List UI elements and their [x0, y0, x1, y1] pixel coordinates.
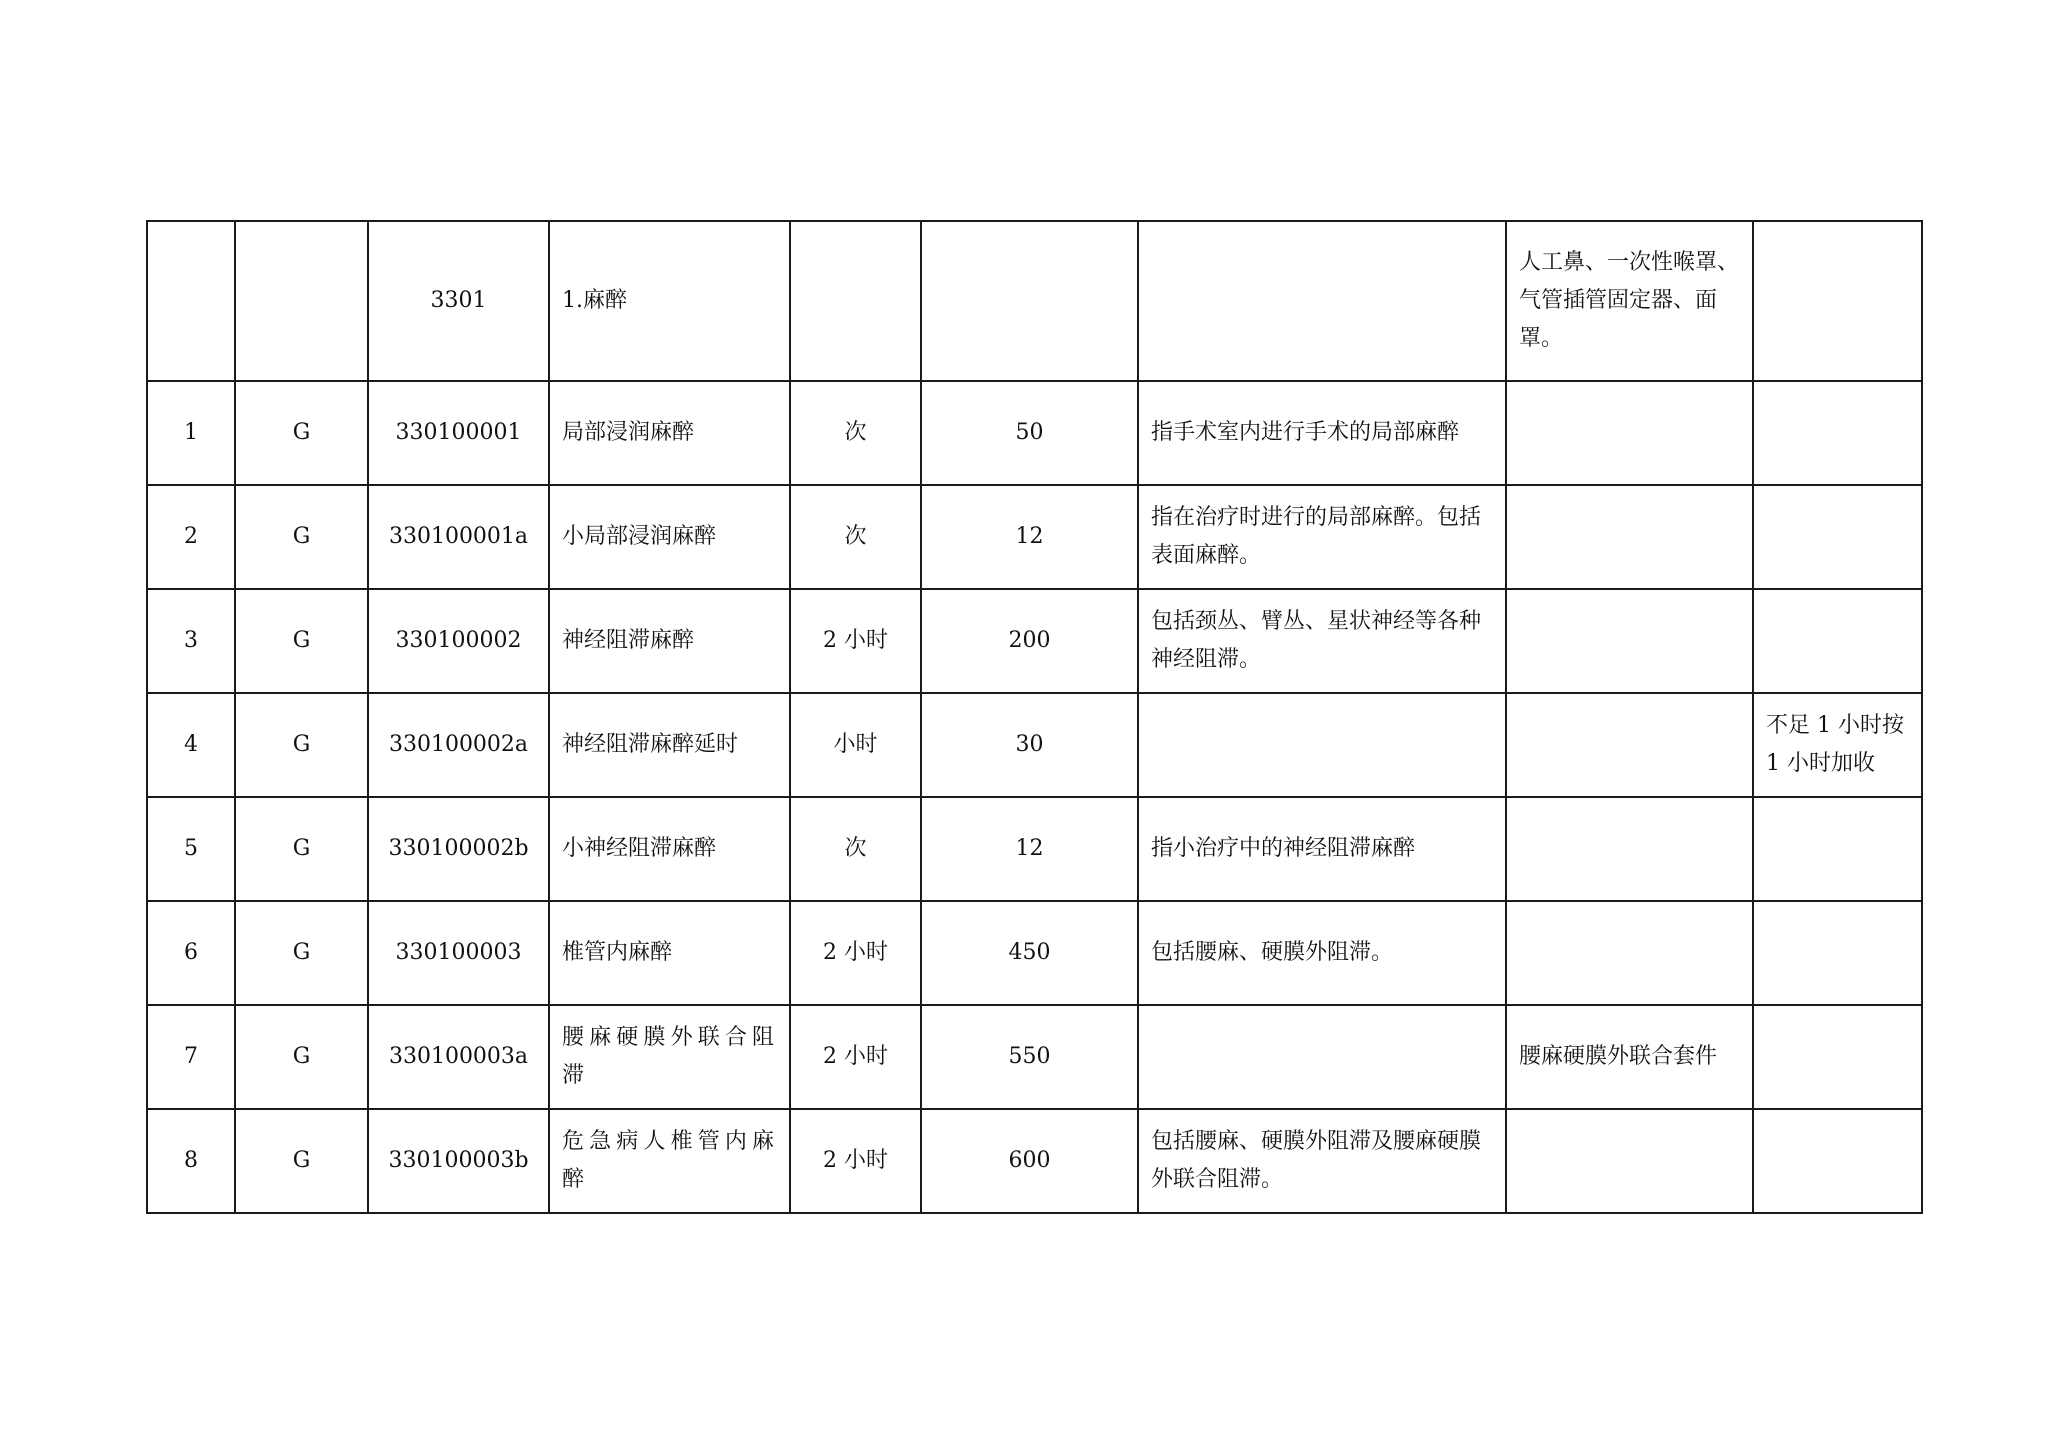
cell-excluded-items: 腰麻硬膜外联合套件 [1506, 1005, 1753, 1109]
cell-code: 330100001a [368, 485, 549, 589]
cell-code: 330100002 [368, 589, 549, 693]
cell-unit: 次 [790, 797, 921, 901]
table-row [147, 1005, 1922, 1109]
cell-note [1753, 589, 1922, 693]
cell-unit: 2 小时 [790, 901, 921, 1005]
cell-description: 指手术室内进行手术的局部麻醉 [1138, 381, 1506, 485]
cell-seq: 5 [147, 797, 235, 901]
cell-seq: 8 [147, 1109, 235, 1213]
cell-code: 330100003 [368, 901, 549, 1005]
cell-name: 危急病人椎管内麻醉 [549, 1109, 790, 1213]
cell-category: G [235, 589, 368, 693]
cell-price: 12 [921, 797, 1138, 901]
cell-name: 小神经阻滞麻醉 [549, 797, 790, 901]
fee-schedule-table [146, 220, 1923, 1214]
table-row [147, 381, 1922, 485]
cell-price [921, 221, 1138, 381]
cell-description: 包括腰麻、硬膜外阻滞。 [1138, 901, 1506, 1005]
cell-unit: 小时 [790, 693, 921, 797]
cell-price: 12 [921, 485, 1138, 589]
cell-code: 330100003a [368, 1005, 549, 1109]
cell-code: 330100001 [368, 381, 549, 485]
cell-price: 450 [921, 901, 1138, 1005]
cell-name: 小局部浸润麻醉 [549, 485, 790, 589]
section-header-row [147, 221, 1922, 381]
cell-price: 600 [921, 1109, 1138, 1213]
cell-category: G [235, 693, 368, 797]
cell-note [1753, 221, 1922, 381]
cell-unit: 2 小时 [790, 1005, 921, 1109]
table-row [147, 797, 1922, 901]
cell-category [235, 221, 368, 381]
cell-category: G [235, 485, 368, 589]
cell-name: 腰麻硬膜外联合阻滞 [549, 1005, 790, 1109]
cell-excluded-items [1506, 589, 1753, 693]
cell-excluded-items: 人工鼻、一次性喉罩、气管插管固定器、面罩。 [1506, 221, 1753, 381]
cell-category: G [235, 381, 368, 485]
cell-name: 椎管内麻醉 [549, 901, 790, 1005]
cell-seq: 3 [147, 589, 235, 693]
cell-unit: 2 小时 [790, 1109, 921, 1213]
cell-name: 1.麻醉 [549, 221, 790, 381]
cell-unit: 2 小时 [790, 589, 921, 693]
cell-unit: 次 [790, 485, 921, 589]
cell-unit [790, 221, 921, 381]
table-row [147, 693, 1922, 797]
table-row [147, 485, 1922, 589]
cell-description: 包括颈丛、臂丛、星状神经等各种神经阻滞。 [1138, 589, 1506, 693]
cell-category: G [235, 901, 368, 1005]
cell-excluded-items [1506, 485, 1753, 589]
cell-description [1138, 693, 1506, 797]
cell-excluded-items [1506, 693, 1753, 797]
cell-code: 330100002b [368, 797, 549, 901]
cell-price: 50 [921, 381, 1138, 485]
cell-seq: 4 [147, 693, 235, 797]
table-row [147, 901, 1922, 1005]
table-row [147, 589, 1922, 693]
cell-description [1138, 1005, 1506, 1109]
cell-seq: 6 [147, 901, 235, 1005]
cell-category: G [235, 797, 368, 901]
cell-seq: 1 [147, 381, 235, 485]
cell-note [1753, 381, 1922, 485]
cell-seq: 2 [147, 485, 235, 589]
cell-excluded-items [1506, 381, 1753, 485]
cell-note [1753, 1109, 1922, 1213]
cell-note [1753, 485, 1922, 589]
cell-price: 30 [921, 693, 1138, 797]
cell-name: 神经阻滞麻醉延时 [549, 693, 790, 797]
table-row [147, 1109, 1922, 1213]
cell-description: 指小治疗中的神经阻滞麻醉 [1138, 797, 1506, 901]
cell-note [1753, 797, 1922, 901]
cell-excluded-items [1506, 901, 1753, 1005]
cell-name: 神经阻滞麻醉 [549, 589, 790, 693]
cell-seq [147, 221, 235, 381]
cell-description [1138, 221, 1506, 381]
cell-price: 200 [921, 589, 1138, 693]
cell-code: 3301 [368, 221, 549, 381]
cell-excluded-items [1506, 1109, 1753, 1213]
cell-unit: 次 [790, 381, 921, 485]
cell-code: 330100002a [368, 693, 549, 797]
cell-note [1753, 901, 1922, 1005]
cell-name: 局部浸润麻醉 [549, 381, 790, 485]
cell-price: 550 [921, 1005, 1138, 1109]
cell-code: 330100003b [368, 1109, 549, 1213]
table-body [147, 221, 1922, 1213]
cell-excluded-items [1506, 797, 1753, 901]
cell-description: 包括腰麻、硬膜外阻滞及腰麻硬膜外联合阻滞。 [1138, 1109, 1506, 1213]
cell-seq: 7 [147, 1005, 235, 1109]
cell-note: 不足 1 小时按 1 小时加收 [1753, 693, 1922, 797]
cell-note [1753, 1005, 1922, 1109]
cell-category: G [235, 1109, 368, 1213]
cell-description: 指在治疗时进行的局部麻醉。包括表面麻醉。 [1138, 485, 1506, 589]
cell-category: G [235, 1005, 368, 1109]
